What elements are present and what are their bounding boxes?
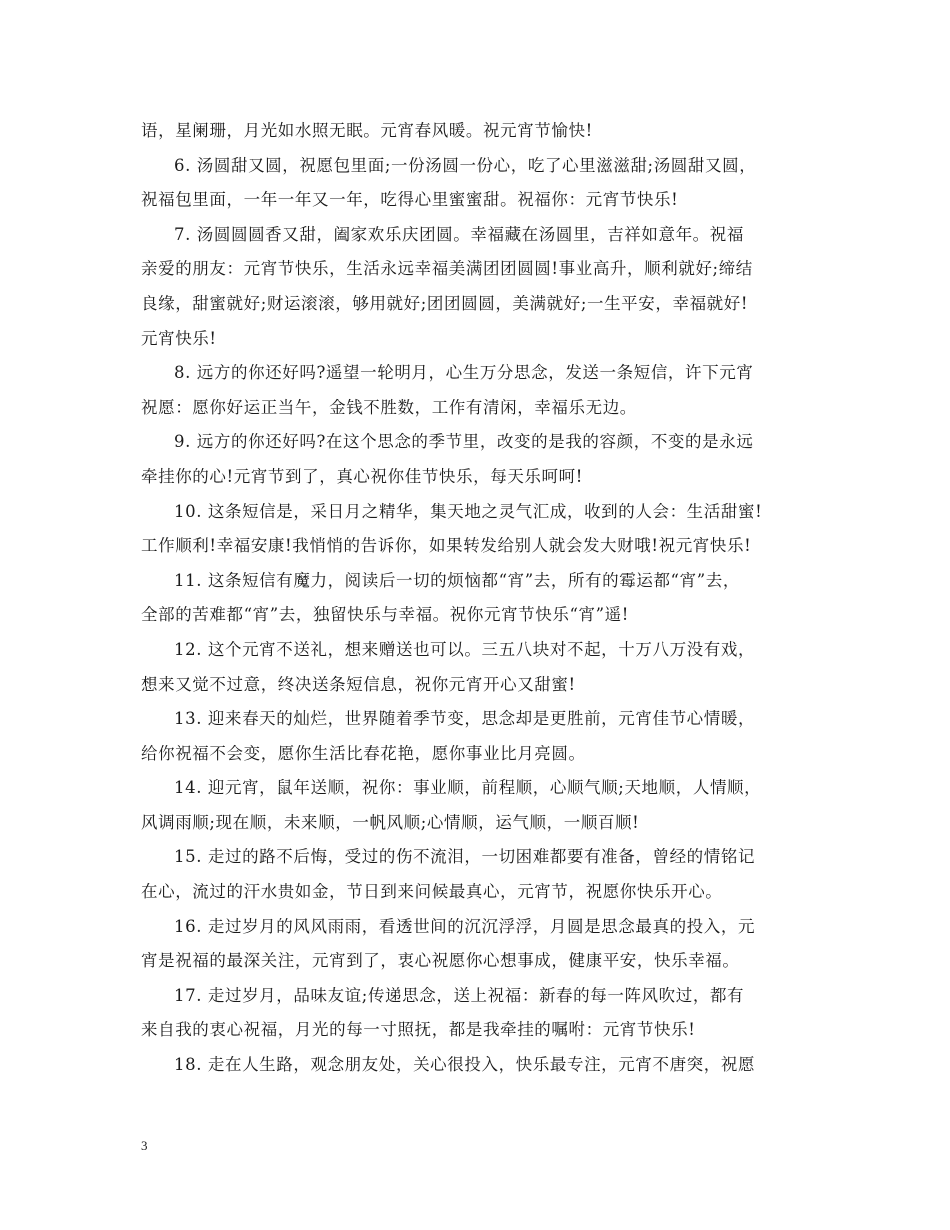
paragraph-start-line: 12. 这个元宵不送礼，想来赠送也可以。三五八块对不起，十万八万没有戏， [174, 639, 756, 659]
text-line: 亲爱的朋友：元宵节快乐，生活永远幸福美满团团圆圆!事业高升，顺利就好;缔结 [141, 259, 753, 279]
paragraph-start-line: 14. 迎元宵，鼠年送顺，祝你：事业顺，前程顺，心顺气顺;天地顺，人情顺， [174, 778, 762, 798]
paragraph-start-line: 15. 走过的路不后悔，受过的伤不流泪，一切困难都要有准备，曾经的情铭记 [174, 847, 756, 867]
text-line: 宵是祝福的最深关注，元宵到了，衷心祝愿你心想事成，健康平安，快乐幸福。 [141, 951, 740, 971]
paragraph-start-line: 10. 这条短信是，采日月之精华，集天地之灵气汇成，收到的人会：生活甜蜜! [174, 501, 763, 521]
text-line: 全部的苦难都“宵”去，独留快乐与幸福。祝你元宵节快乐“宵”遥! [141, 605, 629, 625]
text-line: 牵挂你的心!元宵节到了，真心祝你佳节快乐，每天乐呵呵! [141, 466, 583, 486]
paragraph-start-line: 17. 走过岁月，品味友谊;传递思念，送上祝福：新春的每一阵风吹过，都有 [174, 985, 745, 1005]
paragraph-start-line: 18. 走在人生路，观念朋友处，关心很投入，快乐最专注，元宵不唐突，祝愿 [174, 1055, 756, 1075]
paragraph-start-line: 16. 走过岁月的风风雨雨，看透世间的沉沉浮浮，月圆是思念最真的投入，元 [174, 916, 756, 936]
text-line: 元宵快乐! [141, 328, 217, 348]
text-line: 良缘，甜蜜就好;财运滚滚，够用就好;团团圆圆，美满就好;一生平安，幸福就好! [141, 293, 749, 313]
text-line: 给你祝福不会变，愿你生活比春花艳，愿你事业比月亮圆。 [141, 743, 586, 763]
paragraph-start-line: 8. 远方的你还好吗?遥望一轮明月，心生万分思念，发送一条短信，许下元宵 [174, 363, 754, 383]
text-line: 想来又觉不过意，终决送条短信息，祝你元宵开心又甜蜜! [141, 674, 576, 694]
paragraph-start-line: 13. 迎来春天的灿烂，世界随着季节变，思念却是更胜前，元宵佳节心情暖， [174, 709, 756, 729]
paragraph-start-line: 9. 远方的你还好吗?在这个思念的季节里，改变的是我的容颜，不变的是永远 [174, 432, 754, 452]
paragraph-start-line: 6. 汤圆甜又圆，祝愿包里面;一份汤圆一份心，吃了心里滋滋甜;汤圆甜又圆， [174, 155, 757, 175]
text-line: 风调雨顺;现在顺，未来顺，一帆风顺;心情顺，运气顺，一顺百顺! [141, 812, 640, 832]
text-line: 祝愿：愿你好运正当午，金钱不胜数，工作有清闲，幸福乐无边。 [141, 397, 637, 417]
body-text [141, 114, 821, 1083]
page-number: 3 [141, 1138, 148, 1153]
paragraph-start-line: 7. 汤圆圆圆香又甜，阖家欢乐庆团圆。幸福藏在汤圆里，吉祥如意年。祝福 [174, 224, 744, 244]
text-line: 祝福包里面，一年一年又一年，吃得心里蜜蜜甜。祝福你：元宵节快乐! [141, 190, 679, 210]
text-line: 工作顺利!幸福安康!我悄悄的告诉你，如果转发给别人就会发大财哦!祝元宵快乐! [141, 536, 752, 556]
paragraph-start-line: 11. 这条短信有魔力，阅读后一切的烦恼都“宵”去，所有的霉运都“宵”去， [174, 570, 740, 590]
text-line: 语，星阑珊，月光如水照无眠。元宵春风暖。祝元宵节愉快! [141, 121, 593, 140]
text-line: 在心，流过的汗水贵如金，节日到来问候最真心，元宵节，祝愿你快乐开心。 [141, 882, 723, 902]
text-line: 来自我的衷心祝福，月光的每一寸照抚，都是我牵挂的嘱咐：元宵节快乐! [141, 1020, 696, 1040]
